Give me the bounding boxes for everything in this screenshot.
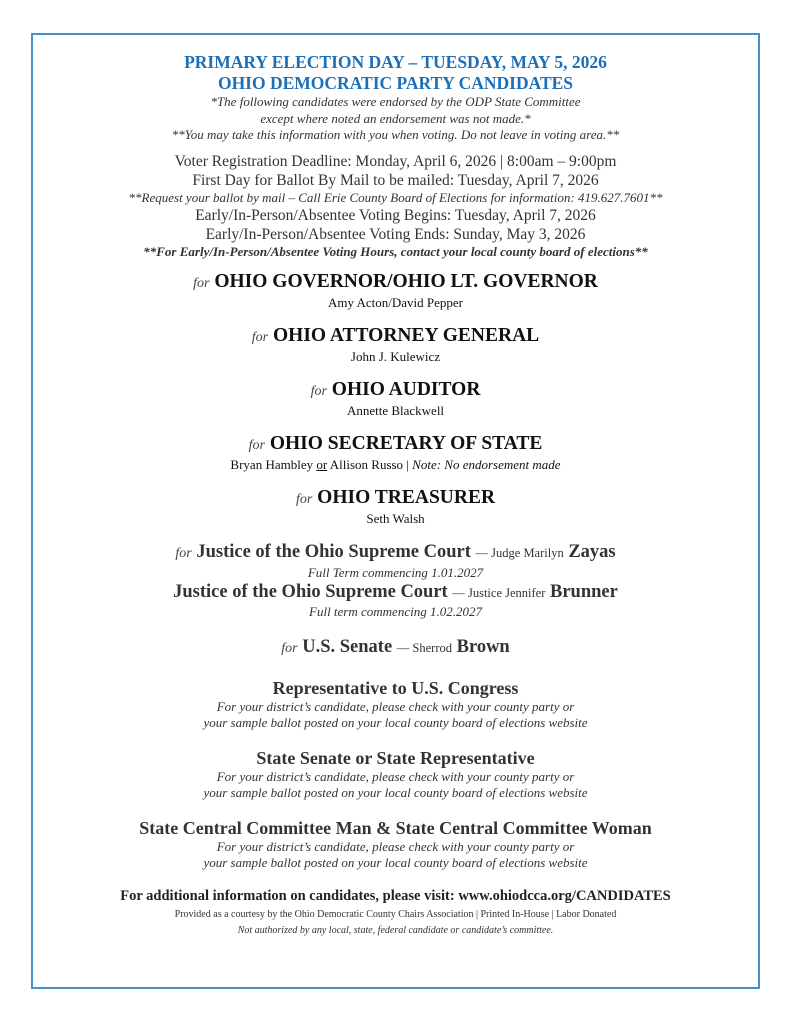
supreme-court-2-title: Justice of the Ohio Supreme Court [173,581,448,602]
secretary-of-state-office [33,433,758,457]
for-label: for [295,491,313,507]
early-voting-ends: Early/In-Person/Absentee Voting Ends: Sunday, May 3, 2026 [205,226,586,243]
endorsement-note-1: *The following candidates were endorsed by the ODP State Committee [210,94,581,109]
governor-title: OHIO GOVERNOR/OHIO LT. GOVERNOR [214,270,598,292]
ballot-mail-date: First Day for Ballot By Mail to be mailed: Tuesday, April 7, 2026 [192,171,599,189]
secretary-of-state-title: OHIO SECRETARY OF STATE [269,432,543,454]
central-committee-title: State Central Committee Man & State Central Committee Woman [139,817,652,838]
request-ballot-note: **Request your ballot by mail – Call Erie County Board of Elections for information: 419.627.7601** [128,189,663,205]
attorney-general-office [33,325,758,349]
congress-title: Representative to U.S. Congress [272,677,519,698]
for-label: for [175,545,192,561]
supreme-court-1-prefix: — Judge Marilyn [475,545,564,560]
us-senate-title: U.S. Senate [302,636,393,657]
supreme-court-1-title: Justice of the Ohio Supreme Court [196,541,471,562]
no-endorsement-note: Note: No endorsement made [412,456,561,472]
attorney-general-title: OHIO ATTORNEY GENERAL [273,324,540,346]
for-label: for [193,275,210,291]
endorsement-note-2: except where noted an endorsement was not made.* [260,110,531,126]
congress-note-1: For your district’s candidate, please check with your county party or [216,698,575,714]
registration-deadline: Voter Registration Deadline: Monday, April 6, 2026 | 8:00am – 9:00pm [174,152,617,170]
party-candidates-heading: OHIO DEMOCRATIC PARTY CANDIDATES [217,73,574,93]
us-senate-prefix: — Sherrod [396,640,452,655]
voting-hours-note: **For Early/In-Person/Absentee Voting Hours, contact your local county board of elections** [143,244,648,259]
auditor-office [33,379,758,403]
supreme-court-1 [33,541,758,565]
supreme-court-1-term: Full Term commencing 1.01.2027 [307,564,484,580]
state-legislature-note-1: For your district’s candidate, please check with your county party or [216,768,575,784]
early-voting-begins: Early/In-Person/Absentee Voting Begins: Tuesday, April 7, 2026 [195,207,596,224]
us-senate-surname: Brown [456,636,510,657]
supreme-court-2 [33,581,758,604]
for-label: for [248,437,265,453]
congress-note-2: your sample ballot posted on your local county board of elections website [203,714,588,730]
candidate-russo: Allison Russo | [329,456,409,472]
us-senate [33,636,758,660]
central-committee-note-1: For your district’s candidate, please check with your county party or [216,838,575,854]
auditor-title: OHIO AUDITOR [331,378,481,400]
courtesy-line: Provided as a courtesy by the Ohio Democratic County Chairs Association | Printed In-House | Labor Donated [174,908,617,920]
attorney-general-candidate: John J. Kulewicz [350,348,441,364]
for-label: for [310,383,327,399]
candidate-hambley: Bryan Hambley [230,456,314,472]
central-committee-note-2: your sample ballot posted on your local county board of elections website [203,854,588,870]
state-legislature-note-2: your sample ballot posted on your local county board of elections website [203,784,588,800]
supreme-court-1-surname: Zayas [568,541,616,562]
treasurer-office [33,487,758,511]
flyer-content [33,52,758,937]
supreme-court-2-term: Full term commencing 1.02.2027 [309,603,482,619]
supreme-court-2-prefix: — Justice Jennifer [452,585,546,600]
secretary-of-state-candidates [33,457,758,473]
or-word: or [316,456,328,472]
governor-office [33,271,758,295]
treasurer-title: OHIO TREASURER [317,486,496,508]
treasurer-candidate: Seth Walsh [366,510,425,526]
supreme-court-2-surname: Brunner [550,581,618,602]
for-label: for [281,640,298,656]
additional-info-link: For additional information on candidates, please visit: www.ohiodcca.org/CANDIDATES [120,887,671,904]
auditor-candidate: Annette Blackwell [346,402,445,418]
governor-candidate: Amy Acton/David Pepper [327,294,464,310]
state-legislature-title: State Senate or State Representative [256,747,535,768]
voting-area-note: **You may take this information with you when voting. Do not leave in voting area.** [171,127,620,142]
election-day-heading: PRIMARY ELECTION DAY – TUESDAY, MAY 5, 2026 [184,52,607,72]
for-label: for [251,329,269,345]
disclaimer-line: Not authorized by any local, state, federal candidate or candidate’s committee. [237,924,554,936]
